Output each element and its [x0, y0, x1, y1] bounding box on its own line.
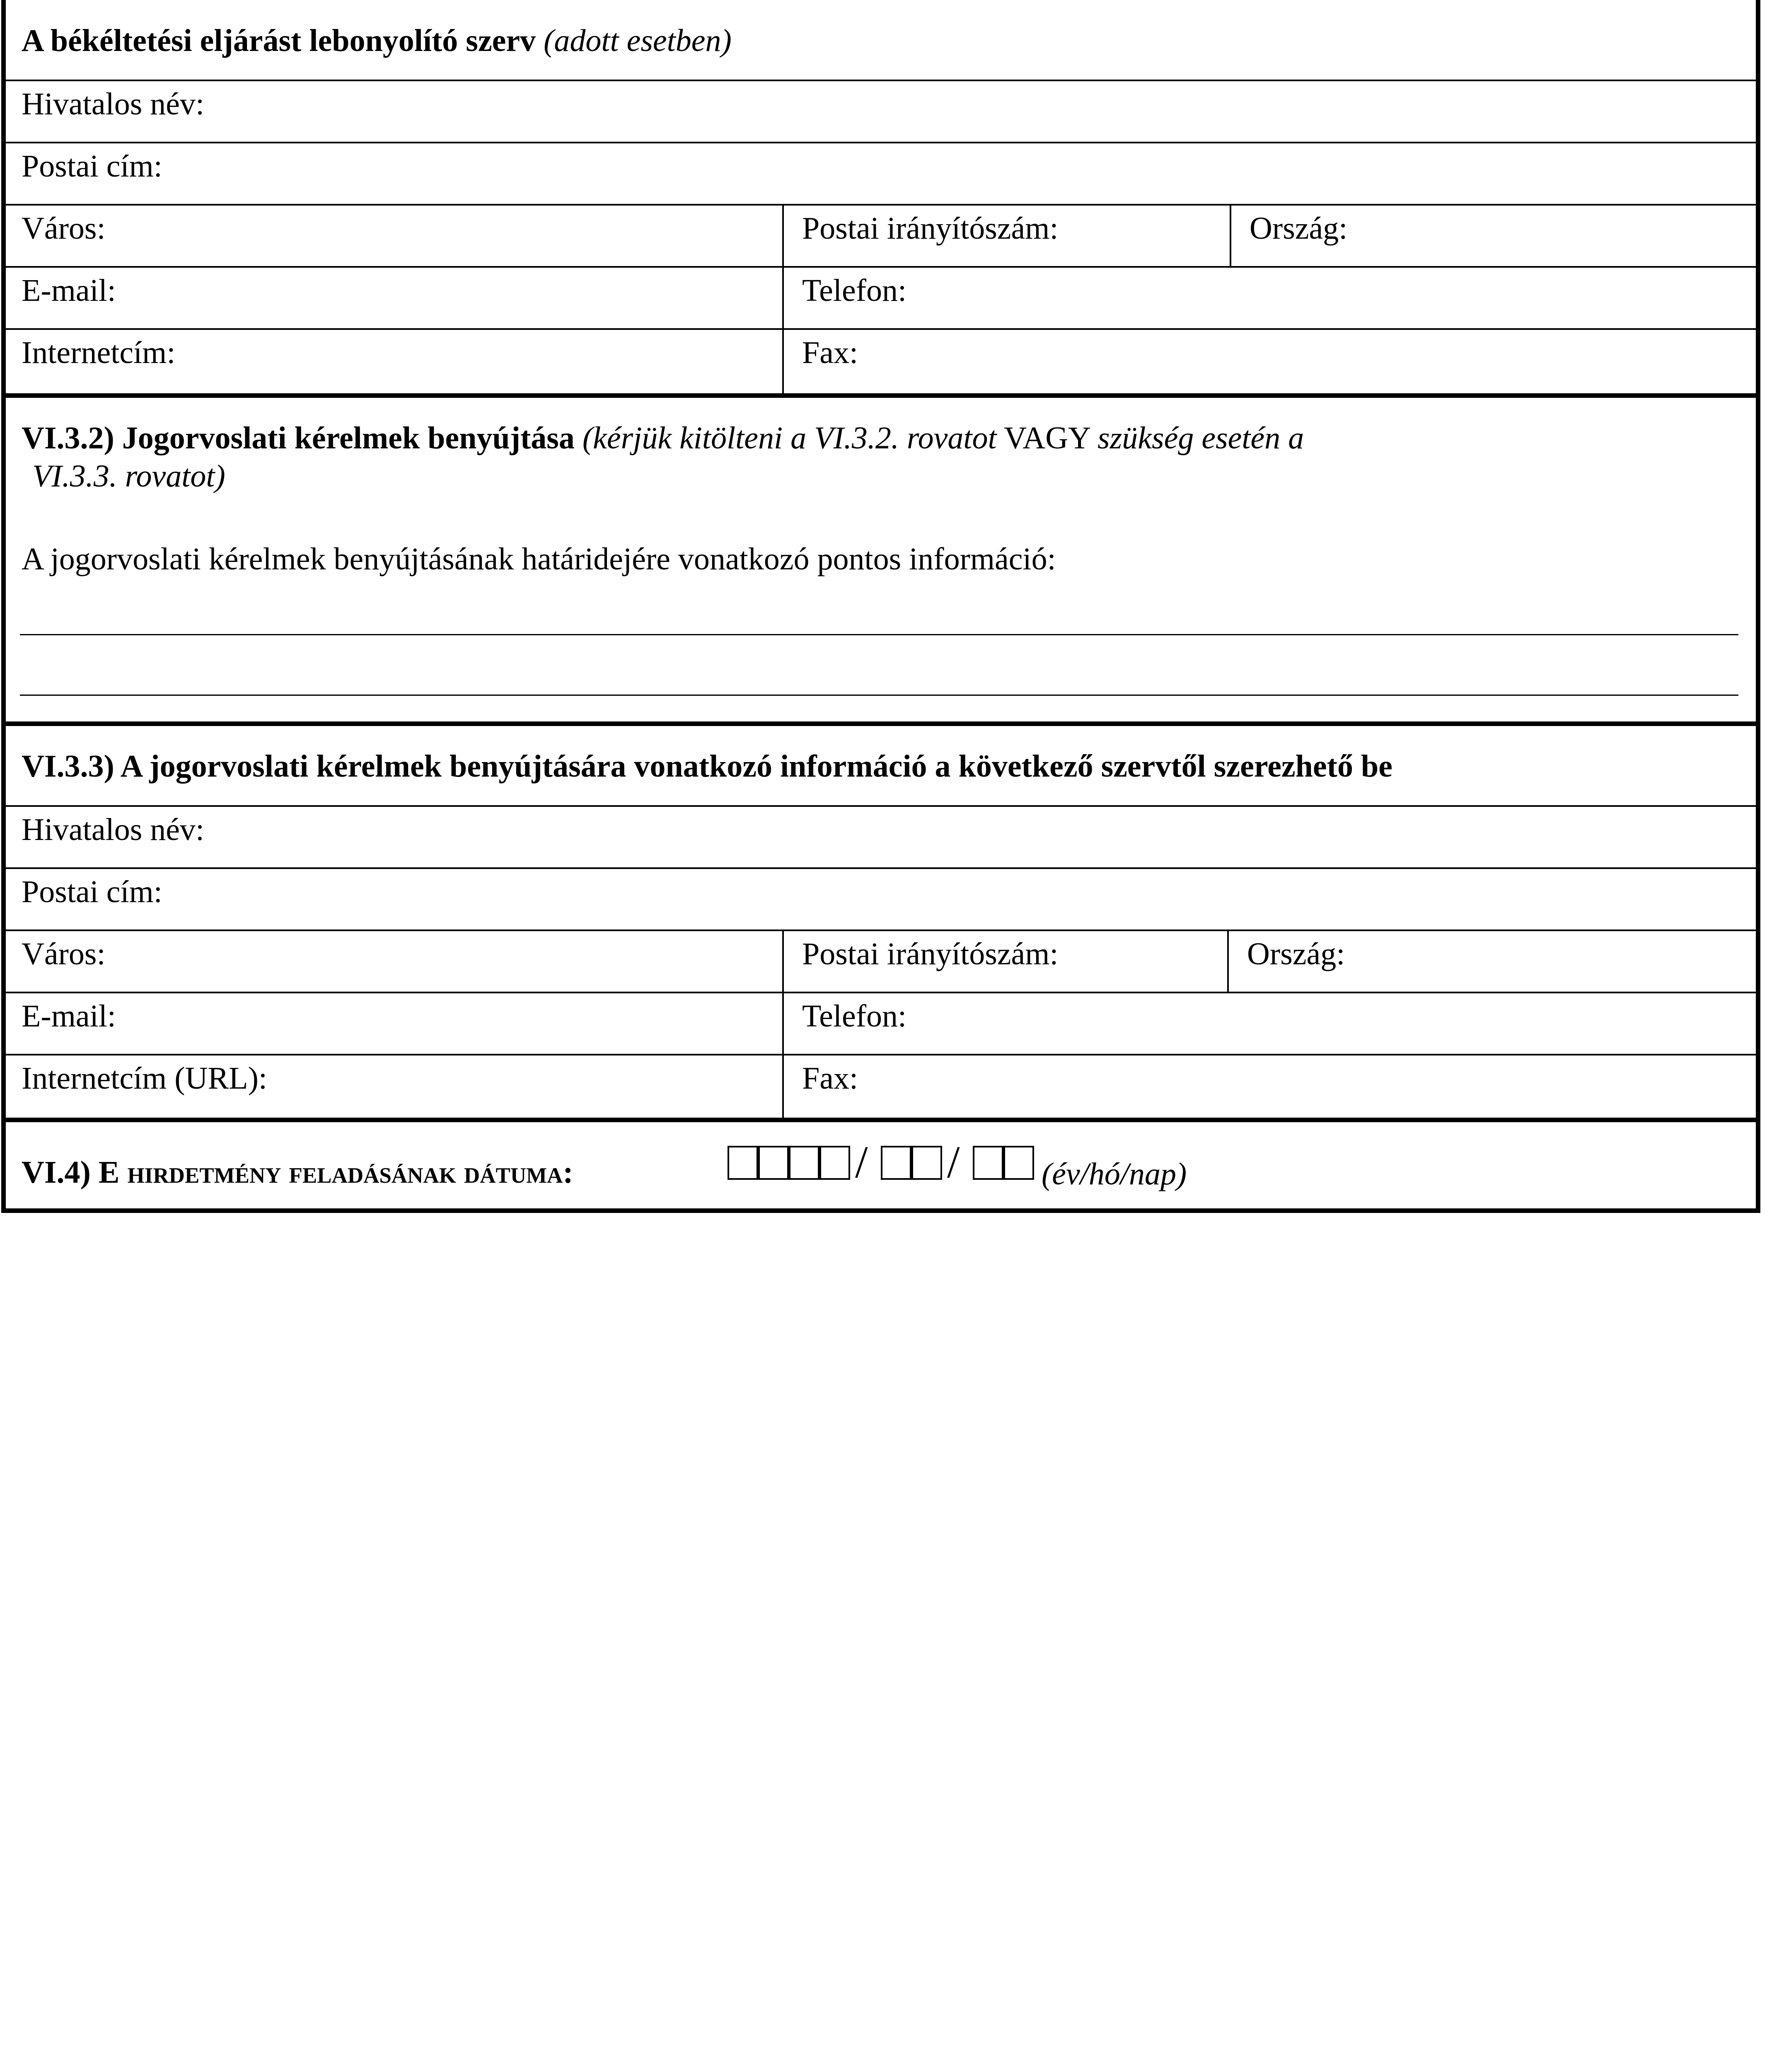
row-divider — [6, 204, 1756, 206]
phone-label: Telefon: — [802, 273, 907, 308]
dispatch-date-section — [1, 1118, 1760, 1213]
day-digit-box[interactable] — [1003, 1146, 1034, 1180]
conciliation-body-section — [1, 0, 1760, 398]
section-title — [22, 422, 1304, 454]
answer-line[interactable] — [20, 634, 1738, 635]
official-name-label: Hivatalos név: — [22, 87, 205, 121]
answer-line[interactable] — [20, 695, 1738, 696]
email-label: E-mail: — [22, 273, 116, 308]
postal-address-label: Postai cím: — [22, 874, 162, 909]
column-divider — [782, 204, 784, 393]
column-divider — [1227, 929, 1229, 992]
date-separator: / — [855, 1137, 868, 1187]
fax-label: Fax: — [802, 1061, 858, 1096]
fax-label: Fax: — [802, 335, 858, 370]
country-label: Ország: — [1250, 211, 1348, 246]
dispatch-date-label-text: hirdetmény feladásának dátuma: — [127, 1155, 573, 1190]
postal-code-label: Postai irányítószám: — [802, 937, 1059, 971]
section-title-bold: VI.3.2) Jogorvoslati kérelmek benyújtása — [22, 421, 575, 455]
review-info-body-section — [1, 721, 1760, 1122]
postal-code-label: Postai irányítószám: — [802, 211, 1059, 246]
row-divider — [6, 266, 1756, 268]
city-label: Város: — [22, 211, 106, 246]
date-separator: / — [947, 1137, 960, 1187]
month-digit-box[interactable] — [911, 1146, 942, 1180]
column-divider — [782, 929, 784, 1118]
phone-label: Telefon: — [802, 999, 907, 1034]
year-digit-box[interactable] — [758, 1146, 789, 1180]
year-digit-box[interactable] — [728, 1146, 758, 1180]
section-title-bold: A békéltetési eljárást lebonyolító szerv — [22, 23, 536, 58]
internet-url-label: Internetcím (URL): — [22, 1061, 268, 1096]
internet-label: Internetcím: — [22, 335, 176, 370]
dispatch-date-label — [22, 1157, 573, 1188]
section-title-note: (kérjük kitölteni a VI.3.2. rovatot — [582, 421, 997, 455]
date-format-hint: (év/hó/nap) — [1042, 1157, 1187, 1191]
section-title-or: VAGY — [1004, 421, 1090, 455]
row-divider — [6, 142, 1756, 143]
row-divider — [6, 1054, 1756, 1055]
dispatch-date-label-prefix: VI.4) E — [22, 1155, 120, 1190]
official-name-label: Hivatalos név: — [22, 812, 205, 847]
row-divider — [6, 929, 1756, 931]
section-title: VI.3.3) A jogorvoslati kérelmek benyújtására vonatkozó információ a következő szervtől szerezhető be — [22, 749, 1392, 784]
section-title — [22, 25, 732, 56]
row-divider — [6, 992, 1756, 993]
year-digit-box[interactable] — [819, 1146, 850, 1180]
column-divider — [1230, 204, 1231, 266]
year-digit-box[interactable] — [789, 1146, 819, 1180]
section-title-note: (adott esetben) — [544, 23, 732, 58]
row-divider — [6, 867, 1756, 869]
day-digit-box[interactable] — [973, 1146, 1003, 1180]
city-label: Város: — [22, 937, 106, 971]
row-divider — [6, 80, 1756, 81]
deadline-info-label: A jogorvoslati kérelmek benyújtásának határidejére vonatkozó pontos információ: — [22, 542, 1056, 576]
section-title-note: szükség esetén a — [1097, 421, 1304, 455]
row-divider — [6, 328, 1756, 330]
postal-address-label: Postai cím: — [22, 149, 162, 184]
email-label: E-mail: — [22, 999, 116, 1034]
country-label: Ország: — [1247, 937, 1345, 971]
month-digit-box[interactable] — [881, 1146, 911, 1180]
review-procedures-section — [1, 393, 1760, 726]
section-title-note-line2: VI.3.3. rovatot) — [32, 459, 225, 494]
row-divider — [6, 805, 1756, 807]
